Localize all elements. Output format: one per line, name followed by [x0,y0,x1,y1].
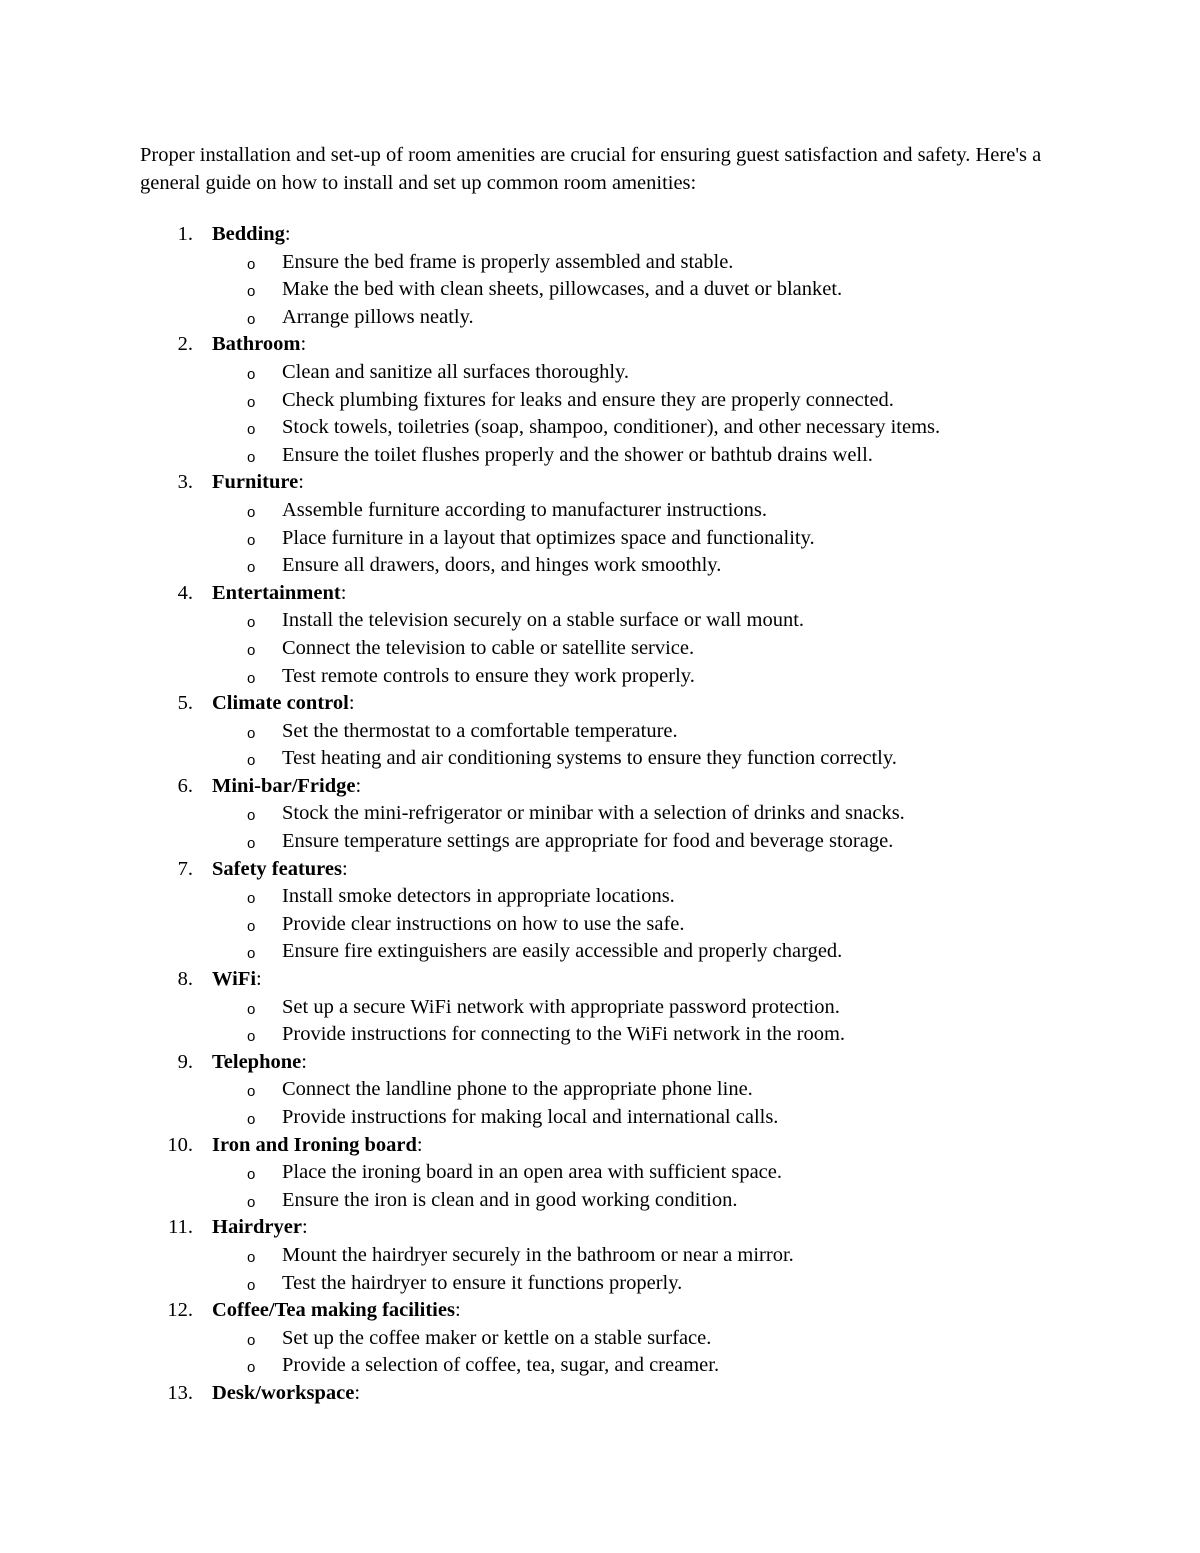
bullet-icon: o [247,807,256,825]
list-item-text: Stock the mini-refrigerator or minibar with a selection of drinks and snacks. [282,802,905,825]
list-item-text: Ensure temperature settings are appropriate for food and beverage storage. [282,830,894,853]
section-number: 6. [177,774,193,797]
bullet-icon: o [247,1193,256,1211]
list-item-text: Stock towels, toiletries (soap, shampoo, conditioner), and other necessary items. [282,416,941,439]
bullet-icon: o [247,393,256,411]
sub-list [0,718,1200,773]
bullet-icon: o [247,559,256,577]
section-number: 8. [177,968,193,991]
section-number: 13. [167,1381,193,1404]
bullet-icon: o [247,531,256,549]
section-title-suffix: : [301,1050,307,1073]
section-title-suffix: : [355,774,362,797]
bullet-icon: o [247,448,256,466]
section-heading [0,690,1200,718]
list-item [0,442,1200,470]
section-heading-text [212,1132,423,1160]
section-title-suffix: : [300,333,307,356]
intro-paragraph: Proper installation and set-up of room amenities are crucial for ensuring guest satisfaction and safety. Here's a general guide on how to install and set up common room amenities: [140,144,1042,194]
section-heading [0,331,1200,359]
list-item [0,387,1200,415]
list-item-text: Ensure the bed frame is properly assembled and stable. [282,250,734,273]
section-title-suffix: : [342,857,348,880]
section-heading-text [212,966,262,994]
list-item-text: Set up a secure WiFi network with appropriate password protection. [282,995,840,1018]
list-item-text: Make the bed with clean sheets, pillowcases, and a duvet or blanket. [282,278,843,301]
section-13 [0,1380,1200,1408]
bullet-icon: o [247,1166,256,1184]
list-item-text: Provide a selection of coffee, tea, sugar, and creamer. [282,1354,720,1377]
section-title-suffix: : [340,581,347,604]
section-heading [0,580,1200,608]
list-item [0,635,1200,663]
section-heading-text [212,773,361,801]
section-5 [0,690,1200,773]
section-number: 1. [177,223,193,245]
list-item [0,883,1200,911]
list-item-text: Check plumbing fixtures for leaks and ensure they are properly connected. [282,388,894,411]
bullet-icon: o [247,1028,256,1046]
sub-list [0,249,1200,332]
list-item [0,1104,1200,1132]
sub-list [0,1242,1200,1297]
list-item [0,718,1200,746]
bullet-icon: o [247,614,256,632]
list-item [0,276,1200,304]
list-item-text: Install the television securely on a stable surface or wall mount. [282,609,805,632]
bullet-icon: o [247,255,256,273]
section-heading [0,1132,1200,1160]
sub-list [0,994,1200,1049]
list-item [0,938,1200,966]
section-heading [0,469,1200,497]
section-title: Desk/workspace [212,1381,355,1404]
list-item [0,1270,1200,1298]
bullet-icon: o [247,365,256,383]
section-heading [0,221,1200,249]
list-item [0,1325,1200,1353]
list-item [0,607,1200,635]
section-heading-text [212,1297,461,1325]
bullet-icon: o [247,669,256,687]
list-item [0,911,1200,939]
list-item [0,1021,1200,1049]
sub-list [0,359,1200,469]
sub-list [0,1159,1200,1214]
amenity-list [0,221,1200,1408]
bullet-icon: o [247,1331,256,1349]
section-2 [0,331,1200,469]
list-item-text: Ensure all drawers, doors, and hinges work smoothly. [282,554,722,577]
section-title: Telephone [212,1050,302,1073]
section-title: Bathroom [212,333,301,356]
list-item [0,745,1200,773]
section-7 [0,856,1200,966]
list-item-text: Clean and sanitize all surfaces thoroughly. [282,360,630,383]
section-title-suffix: : [284,223,291,245]
bullet-icon: o [247,283,256,301]
list-item [0,994,1200,1022]
list-item-text: Provide instructions for making local and international calls. [282,1106,779,1128]
list-item-text: Provide instructions for connecting to the WiFi network in the room. [282,1023,846,1046]
section-title-suffix: : [301,1216,308,1239]
bullet-icon: o [247,1111,256,1128]
sub-list [0,800,1200,855]
section-number: 2. [177,333,193,356]
section-11 [0,1214,1200,1297]
bullet-icon: o [247,503,256,521]
list-item [0,304,1200,332]
sub-list [0,883,1200,966]
list-item-text: Test heating and air conditioning systems to ensure they function correctly. [282,747,897,770]
list-item [0,1187,1200,1215]
bullet-icon: o [247,752,256,770]
section-4 [0,580,1200,690]
section-title-suffix: : [416,1133,423,1156]
list-item [0,663,1200,691]
list-item-text: Place the ironing board in an open area with sufficient space. [282,1161,782,1184]
section-heading [0,1297,1200,1325]
bullet-icon: o [247,1276,256,1294]
list-item [0,1352,1200,1380]
bullet-icon: o [247,945,256,963]
section-title: Furniture [212,471,299,494]
list-item-text: Assemble furniture according to manufacturer instructions. [282,498,768,521]
section-heading-text [212,690,355,718]
bullet-icon: o [247,890,256,908]
list-item-text: Set the thermostat to a comfortable temperature. [282,719,678,742]
section-12 [0,1297,1200,1380]
list-item-text: Set up the coffee maker or kettle on a stable surface. [282,1326,712,1349]
section-title: Coffee/Tea making facilities [212,1299,455,1322]
section-heading [0,966,1200,994]
list-item [0,828,1200,856]
list-item-text: Install smoke detectors in appropriate locations. [282,885,675,908]
list-item [0,359,1200,387]
section-heading [0,1214,1200,1242]
list-item-text: Mount the hairdryer securely in the bathroom or near a mirror. [282,1243,794,1266]
section-8 [0,966,1200,1049]
section-heading-text [212,1380,360,1408]
bullet-icon: o [247,1359,256,1377]
section-title-suffix: : [256,968,262,991]
sub-list [0,497,1200,580]
list-item-text: Connect the television to cable or satellite service. [282,636,695,659]
section-9 [0,1049,1200,1132]
section-title: Hairdryer [212,1216,302,1239]
sub-list [0,1325,1200,1380]
list-item [0,552,1200,580]
bullet-icon: o [247,1000,256,1018]
section-number: 12. [167,1299,193,1322]
list-item [0,497,1200,525]
list-item [0,1242,1200,1270]
section-title: WiFi [212,968,257,991]
list-item [0,1159,1200,1187]
section-number: 4. [177,581,193,604]
bullet-icon: o [247,421,256,439]
sub-list [0,607,1200,690]
list-item-text: Ensure the iron is clean and in good working condition. [282,1188,738,1211]
section-heading-text [212,469,304,497]
section-heading-text [212,221,291,249]
list-item [0,800,1200,828]
section-title: Mini-bar/Fridge [212,774,356,797]
section-heading-text [212,856,348,884]
bullet-icon: o [247,1248,256,1266]
bullet-icon: o [247,1083,256,1101]
section-10 [0,1132,1200,1215]
section-6 [0,773,1200,856]
section-number: 3. [177,471,193,494]
list-item-text: Connect the landline phone to the appropriate phone line. [282,1078,753,1101]
bullet-icon: o [247,917,256,935]
list-item-text: Provide clear instructions on how to use the safe. [282,912,685,935]
bullet-icon: o [247,835,256,853]
bullet-icon: o [247,310,256,328]
list-item-text: Arrange pillows neatly. [282,305,474,328]
section-title-suffix: : [348,692,355,715]
list-item-text: Ensure the toilet flushes properly and the shower or bathtub drains well. [282,443,873,466]
section-title: Climate control [212,692,349,715]
section-number: 5. [177,692,193,715]
section-3 [0,469,1200,579]
list-item [0,249,1200,277]
section-title-suffix: : [354,1381,361,1404]
section-title-suffix: : [298,471,304,494]
list-item [0,525,1200,553]
section-title-suffix: : [454,1299,461,1322]
section-heading-text [212,1049,307,1077]
section-title: Bedding [212,223,285,245]
sub-list [0,1076,1200,1131]
section-title: Entertainment [212,581,341,604]
section-title: Iron and Ironing board [212,1133,417,1156]
section-number: 7. [177,857,193,880]
list-item-text: Test the hairdryer to ensure it functions properly. [282,1271,683,1294]
list-item [0,414,1200,442]
section-heading [0,1380,1200,1408]
bullet-icon: o [247,724,256,742]
bullet-icon: o [247,641,256,659]
section-number: 10. [167,1133,193,1156]
list-item-text: Place furniture in a layout that optimizes space and functionality. [282,526,815,549]
section-heading-text [212,1214,308,1242]
section-heading-text [212,331,306,359]
section-1 [0,221,1200,331]
list-item-text: Test remote controls to ensure they work properly. [282,664,695,687]
list-item-text: Ensure fire extinguishers are easily accessible and properly charged. [282,940,843,963]
section-heading [0,773,1200,801]
section-heading [0,1049,1200,1077]
section-heading-text [212,580,346,608]
section-number: 9. [177,1050,193,1073]
list-item [0,1076,1200,1104]
section-heading [0,856,1200,884]
section-title: Safety features [212,857,342,880]
section-number: 11. [168,1216,193,1239]
